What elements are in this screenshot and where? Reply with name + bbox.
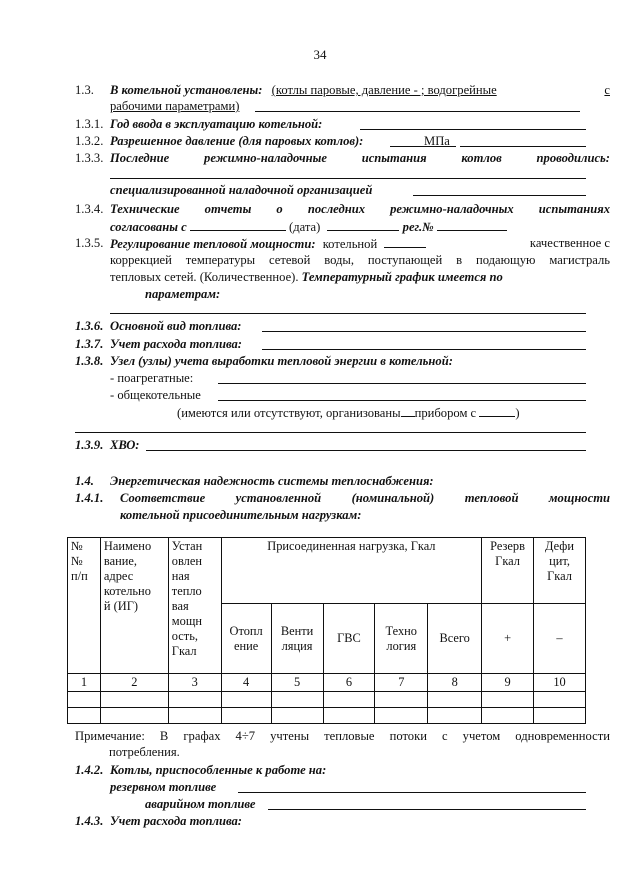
emergency-fuel-field[interactable]: [268, 809, 586, 810]
fuel-accounting-field[interactable]: [262, 349, 586, 350]
commissioning-year-field[interactable]: [360, 129, 586, 130]
section-label: Последние режимно-наладочные испытания котлов проводились:: [110, 151, 610, 165]
page-number: 34: [313, 47, 327, 62]
section-label: Узел (узлы) учета выработки тепловой энергии в котельной:: [110, 354, 453, 368]
registration-number-field[interactable]: [437, 218, 507, 231]
fill-line: [75, 432, 586, 433]
section-label: ХВО:: [110, 438, 140, 452]
section-number: 1.3.3.: [75, 151, 104, 165]
header-deficit: Дефи цит, Гкал: [534, 538, 586, 604]
header-plus: +: [482, 604, 534, 674]
temperature-schedule-field[interactable]: [110, 313, 586, 314]
section-number: 1.4.3.: [75, 814, 104, 828]
section-number: 1.3.1.: [75, 117, 104, 131]
agreed-with-field[interactable]: [190, 218, 286, 231]
header-total: Всего: [428, 604, 482, 674]
section-number: 1.3.6.: [75, 319, 104, 333]
per-unit-meter-field[interactable]: [218, 383, 586, 384]
organization-field[interactable]: [413, 195, 586, 196]
header-technology: Техно логия: [375, 604, 428, 674]
boiler-types-value-end: с: [604, 83, 610, 97]
section-number: 1.3.2.: [75, 134, 104, 148]
reserve-fuel-field[interactable]: [238, 792, 586, 793]
boiler-types-value-cont: рабочими параметрами): [110, 99, 240, 113]
fill-line: [255, 111, 580, 112]
table-row[interactable]: [68, 692, 586, 708]
section-label: В котельной установлены:: [110, 83, 263, 97]
section-number: 1.4.: [75, 474, 94, 488]
header-installed-capacity: Устан овлен ная тепло вая мощн ость, Гкал: [168, 538, 221, 674]
section-number: 1.3.8.: [75, 354, 104, 368]
fill-line: [460, 146, 586, 147]
section-number: 1.3.: [75, 83, 94, 97]
common-meter-field[interactable]: [218, 400, 586, 401]
meter-since-field[interactable]: [479, 404, 515, 417]
section-label: Технические отчеты о последних режимно-наладочных испытаниях: [110, 202, 610, 216]
section-number: 1.4.1.: [75, 491, 104, 505]
section-number: 1.3.5.: [75, 236, 104, 250]
header-ventilation: Венти ляция: [271, 604, 323, 674]
header-row-number: № № п/п: [68, 538, 101, 674]
document-page: 34 1.3. В котельной установлены: (котлы паровые, давление - ; водогрейные с рабочими параметрами) 1.3.1. Год ввода в эксплуатацию котельной: 1.3.2. Разрешенное давление (для паровых котлов): МПа 1.3.3. Последние режимно-наладочные испытания котлов проводились: специализированной наладочной организацией 1.3.4. Технические отчеты о последних режимно-наладочных испытаниях согласованы с (дата) рег.№ 1.3.5. Регулирование тепловой мощности: котельной качественное с коррекцией температуры сетевой воды, поступающей в подающую магистраль тепловых сетей. (Количественное). Температурный график имеется по параметрам: 1.3.6. Основной вид топлива: 1.3.7. Учет расхода топлива: 1.3.8. Узел (узлы) учета выработки тепловой энергии в котельной: - поагрегатные: - общекотельные (имеются или отсутствуют, организованы прибором с ) 1.3.9. ХВО: 1.4. Энергетическая надежность системы теплоснабжения: 1.4.1. Соответствие установленной (номинальной) тепловой мощности котельной присоединительным нагрузкам: № № п/п Наимено вание, адрес котельно й (ИГ) Устан овлен ная тепло вая мощн ость, Гкал Присоединенная нагрузка, Гкал Резерв Гкал Дефи цит, Гкал Отопл ение Венти ляция ГВС Техно логия Всего + – 1 2 3 4 5 6 7 8 9 10 Примечание: В графах 4÷7 учтены тепловые потоки с учетом одновременности потребления. 1.4.2. Котлы, приспособленные к работе на: резервном топливе аварийном топливе 1.4.3. Учет расхода топлива:: [0, 0, 640, 894]
main-fuel-field[interactable]: [262, 331, 586, 332]
section-label: Соответствие установленной (номинальной) тепловой мощности: [120, 491, 610, 505]
section-label: Год ввода в эксплуатацию котельной:: [110, 117, 323, 131]
pressure-unit: МПа: [424, 134, 450, 148]
header-connected-load: Присоединенная нагрузка, Гкал: [221, 538, 481, 604]
column-number-row: 1 2 3 4 5 6 7 8 9 10: [68, 674, 586, 692]
boiler-house-field[interactable]: [384, 235, 426, 248]
section-label: Энергетическая надежность системы теплоснабжения:: [110, 474, 434, 488]
report-date-field[interactable]: [327, 218, 399, 231]
load-table: [67, 537, 586, 724]
section-number: 1.3.4.: [75, 202, 104, 216]
water-treatment-field[interactable]: [146, 450, 586, 451]
section-label: Учет расхода топлива:: [110, 337, 242, 351]
header-heating: Отопл ение: [221, 604, 271, 674]
boiler-types-value: (котлы паровые, давление - ; водогрейные: [271, 83, 497, 97]
section-number: 1.3.7.: [75, 337, 104, 351]
section-label: Котлы, приспособленные к работе на:: [110, 763, 327, 777]
section-1-3: [75, 82, 610, 98]
section-label: Основной вид топлива:: [110, 319, 242, 333]
pressure-field[interactable]: [390, 146, 456, 147]
section-label: Учет расхода топлива:: [110, 814, 242, 828]
header-name: Наимено вание, адрес котельно й (ИГ): [100, 538, 168, 674]
test-date-field[interactable]: [110, 178, 586, 179]
table-row[interactable]: [68, 708, 586, 724]
header-reserve: Резерв Гкал: [482, 538, 534, 604]
organization-label: специализированной наладочной организацией: [110, 183, 373, 197]
section-number: 1.4.2.: [75, 763, 104, 777]
section-label: Разрешенное давление (для паровых котлов):: [110, 134, 364, 148]
header-minus: –: [534, 604, 586, 674]
section-number: 1.3.9.: [75, 438, 104, 452]
section-label: Регулирование тепловой мощности:: [110, 237, 316, 251]
header-hot-water: ГВС: [323, 604, 375, 674]
